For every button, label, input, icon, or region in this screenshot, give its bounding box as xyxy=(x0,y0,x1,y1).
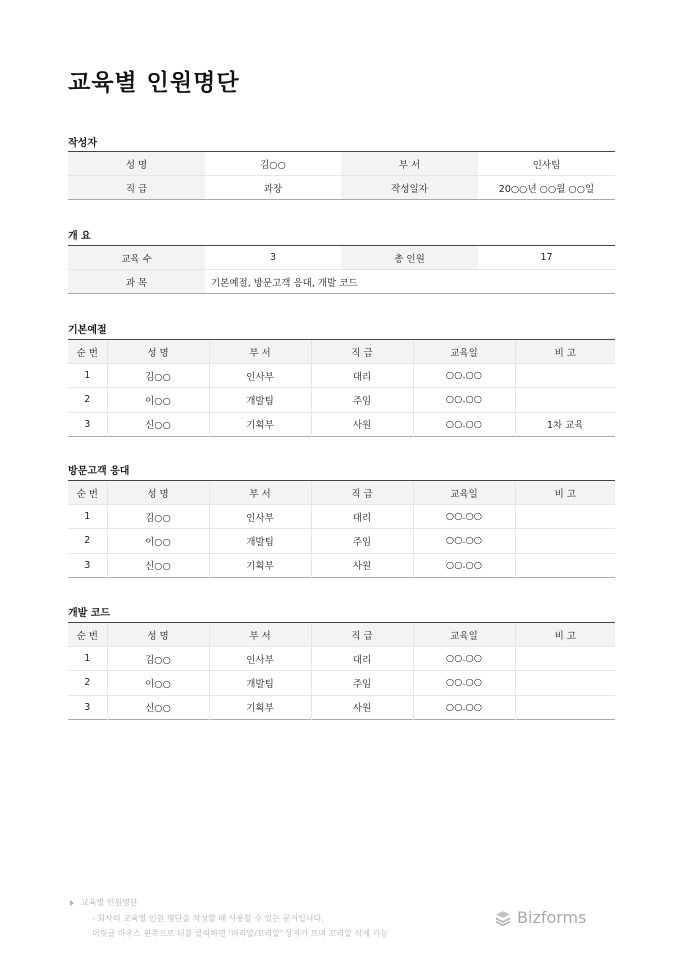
cell-no: 3 xyxy=(68,695,107,719)
date-label: 작성일자 xyxy=(341,176,478,200)
col-name: 성 명 xyxy=(107,340,209,364)
table-header-row xyxy=(68,623,615,647)
col-name: 성 명 xyxy=(107,623,209,647)
table-row xyxy=(68,388,615,412)
col-date: 교육일 xyxy=(413,340,515,364)
subject-value: 기본예절, 방문고객 응대, 개발 코드 xyxy=(205,270,615,294)
cell-dept: 기획부 xyxy=(209,553,311,577)
table-row xyxy=(68,671,615,695)
cell-date: ○○.○○ xyxy=(413,364,515,388)
rank-value: 과장 xyxy=(205,176,341,200)
table-row xyxy=(68,412,615,436)
cell-name: 이○○ xyxy=(107,671,209,695)
rank-label: 직 급 xyxy=(68,176,205,200)
cell-no: 1 xyxy=(68,364,107,388)
col-rank: 직 급 xyxy=(311,340,413,364)
course-title: 개발 코드 xyxy=(68,608,111,619)
subject-label: 과 목 xyxy=(68,270,205,294)
brand-name: Bizforms xyxy=(517,908,587,927)
footer-note xyxy=(70,895,388,942)
triangle-bullet-icon xyxy=(70,900,74,906)
dept-label: 부 서 xyxy=(341,152,478,176)
cell-date: ○○.○○ xyxy=(413,647,515,671)
cell-dept: 개발팀 xyxy=(209,671,311,695)
author-table xyxy=(68,151,615,200)
cell-rank: 주임 xyxy=(311,671,413,695)
overview-row xyxy=(68,246,615,270)
overview-table xyxy=(68,245,615,294)
cell-note xyxy=(515,388,615,412)
cell-rank: 사원 xyxy=(311,553,413,577)
col-no: 순 번 xyxy=(68,340,107,364)
cell-no: 2 xyxy=(68,388,107,412)
cell-dept: 기획부 xyxy=(209,412,311,436)
table-row xyxy=(68,505,615,529)
cell-no: 1 xyxy=(68,505,107,529)
cell-name: 김○○ xyxy=(107,505,209,529)
cell-dept: 개발팀 xyxy=(209,529,311,553)
cell-dept: 개발팀 xyxy=(209,388,311,412)
course-table xyxy=(68,622,615,720)
cell-dept: 인사부 xyxy=(209,364,311,388)
cell-rank: 대리 xyxy=(311,647,413,671)
cell-rank: 사원 xyxy=(311,412,413,436)
dept-value: 인사팀 xyxy=(532,159,561,171)
col-note: 비 고 xyxy=(515,481,615,505)
cell-name: 이○○ xyxy=(107,388,209,412)
overview-row xyxy=(68,270,615,294)
col-note: 비 고 xyxy=(515,340,615,364)
table-row xyxy=(68,364,615,388)
cell-dept: 기획부 xyxy=(209,695,311,719)
cell-name: 김○○ xyxy=(107,647,209,671)
cell-note: 1차 교육 xyxy=(515,412,615,436)
course-count-value: 3 xyxy=(269,252,277,263)
course-title: 방문고객 응대 xyxy=(68,466,130,477)
cell-no: 1 xyxy=(68,647,107,671)
author-row xyxy=(68,152,615,176)
col-date: 교육일 xyxy=(413,623,515,647)
table-row xyxy=(68,529,615,553)
layers-icon xyxy=(494,909,512,927)
course-title: 기본예절 xyxy=(68,325,107,336)
cell-note xyxy=(515,695,615,719)
cell-name: 김○○ xyxy=(107,364,209,388)
date-value: 20○○년 ○○월 ○○일 xyxy=(478,176,615,200)
footer-head-text: 교육별 인원명단 xyxy=(81,898,138,907)
cell-date: ○○.○○ xyxy=(413,505,515,529)
col-no: 순 번 xyxy=(68,481,107,505)
cell-date: ○○.○○ xyxy=(413,671,515,695)
cell-note xyxy=(515,553,615,577)
cell-no: 2 xyxy=(68,671,107,695)
cell-rank: 대리 xyxy=(311,505,413,529)
overview-section-label: 개 요 xyxy=(68,231,91,242)
total-people-label: 총 인원 xyxy=(341,246,478,270)
col-dept: 부 서 xyxy=(209,481,311,505)
footer-description: - 회사의 교육별 인원 명단을 작성할 때 사용할 수 있는 문서입니다. xyxy=(92,913,324,923)
course-table xyxy=(68,480,615,578)
col-no: 순 번 xyxy=(68,623,107,647)
cell-name: 신○○ xyxy=(107,695,209,719)
cell-rank: 대리 xyxy=(311,364,413,388)
page-title: 교육별 인원명단 xyxy=(68,70,240,96)
cell-date: ○○.○○ xyxy=(413,412,515,436)
cell-date: ○○.○○ xyxy=(413,553,515,577)
col-rank: 직 급 xyxy=(311,481,413,505)
table-header-row xyxy=(68,481,615,505)
cell-date: ○○.○○ xyxy=(413,388,515,412)
cell-note xyxy=(515,364,615,388)
cell-name: 이○○ xyxy=(107,529,209,553)
cell-rank: 주임 xyxy=(311,529,413,553)
brand-logo xyxy=(494,908,586,927)
author-section-label: 작성자 xyxy=(68,138,97,149)
cell-no: 3 xyxy=(68,412,107,436)
col-rank: 직 급 xyxy=(311,623,413,647)
cell-dept: 인사부 xyxy=(209,505,311,529)
col-name: 성 명 xyxy=(107,481,209,505)
cell-no: 2 xyxy=(68,529,107,553)
cell-rank: 사원 xyxy=(311,695,413,719)
cell-dept: 인사부 xyxy=(209,647,311,671)
cell-no: 3 xyxy=(68,553,107,577)
table-header-row xyxy=(68,340,615,364)
col-date: 교육일 xyxy=(413,481,515,505)
footer-instruction: 머릿글 마우스 왼쪽으로 더블 클릭하면 ‘머리말/꼬리말’ 상자가 뜨며 꼬리말 삭제 가능 xyxy=(92,929,388,938)
course-table xyxy=(68,339,615,437)
cell-note xyxy=(515,647,615,671)
cell-name: 신○○ xyxy=(107,412,209,436)
table-row xyxy=(68,695,615,719)
cell-note xyxy=(515,505,615,529)
name-value: 김○○ xyxy=(260,159,286,171)
col-dept: 부 서 xyxy=(209,340,311,364)
name-label: 성 명 xyxy=(68,152,205,176)
table-row xyxy=(68,647,615,671)
cell-name: 신○○ xyxy=(107,553,209,577)
total-people-value: 17 xyxy=(540,252,553,263)
course-count-label: 교육 수 xyxy=(68,246,205,270)
cell-rank: 주임 xyxy=(311,388,413,412)
cell-date: ○○.○○ xyxy=(413,529,515,553)
author-row xyxy=(68,176,615,200)
cell-date: ○○.○○ xyxy=(413,695,515,719)
col-dept: 부 서 xyxy=(209,623,311,647)
table-row xyxy=(68,553,615,577)
cell-note xyxy=(515,529,615,553)
footer-head xyxy=(70,895,388,911)
col-note: 비 고 xyxy=(515,623,615,647)
cell-note xyxy=(515,671,615,695)
